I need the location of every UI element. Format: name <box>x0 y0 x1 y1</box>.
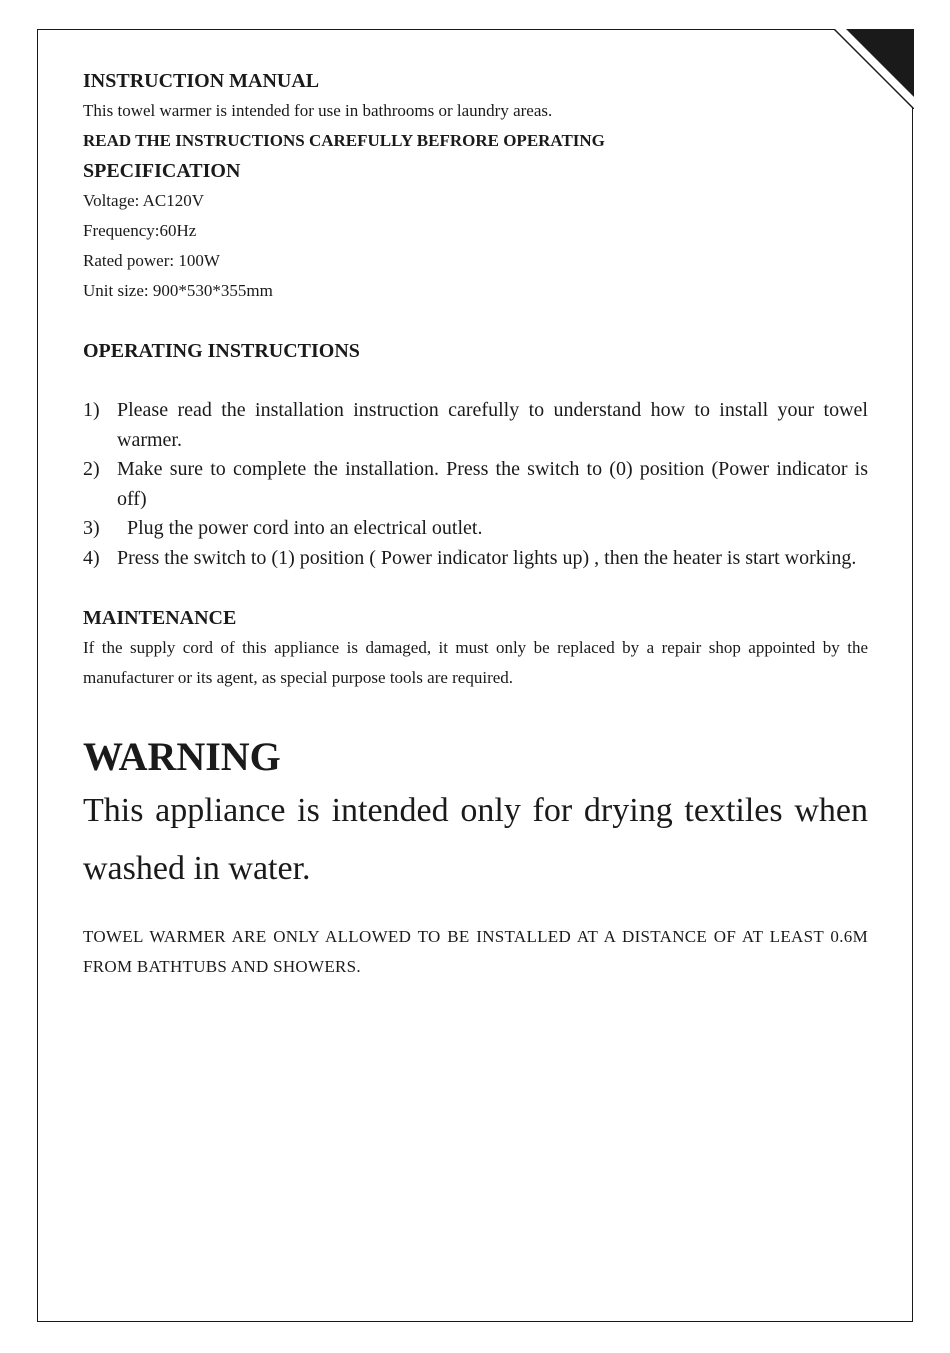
manual-content <box>83 66 868 982</box>
warning-heading: WARNING <box>83 734 281 779</box>
maintenance-text: If the supply cord of this appliance is damaged, it must only be replaced by a repair shop appointed by the manufacturer or its agent, as special purpose tools are required. <box>83 638 868 687</box>
list-item <box>83 544 868 574</box>
spec-power: Rated power: 100W <box>83 251 220 270</box>
list-item-text: Make sure to complete the installation. Press the switch to (0) position (Power indicator is off) <box>117 458 868 510</box>
spec-voltage: Voltage: AC120V <box>83 191 205 210</box>
warning-text: This appliance is intended only for drying textiles when washed in water. <box>83 792 868 887</box>
operating-list <box>83 396 868 573</box>
read-notice: READ THE INSTRUCTIONS CAREFULLY BEFRORE OPERATING <box>83 131 605 150</box>
list-item-number: 2) <box>83 458 100 480</box>
installation-distance-note: TOWEL WARMER ARE ONLY ALLOWED TO BE INSTALLED AT A DISTANCE OF AT LEAST 0.6M FROM BATHTUBS AND SHOWERS. <box>83 927 868 976</box>
list-item-text: Please read the installation instruction carefully to understand how to install your towel warmer. <box>117 399 868 451</box>
manual-title: INSTRUCTION MANUAL <box>83 70 320 92</box>
list-item-number: 4) <box>83 546 100 569</box>
list-item-number: 3) <box>83 517 100 539</box>
list-item-text: Press the switch to (1) position ( Power indicator lights up) , then the heater is start working. <box>117 546 857 569</box>
list-item <box>83 396 868 455</box>
list-item <box>83 514 868 544</box>
spec-frequency: Frequency:60Hz <box>83 221 197 240</box>
specification-heading: SPECIFICATION <box>83 160 241 182</box>
specification-list <box>83 186 868 306</box>
intro-text: This towel warmer is intended for use in bathrooms or laundry areas. <box>83 101 553 120</box>
spec-unit-size: Unit size: 900*530*355mm <box>83 281 273 300</box>
list-item-number: 1) <box>83 399 100 421</box>
operating-heading: OPERATING INSTRUCTIONS <box>83 340 360 362</box>
list-item <box>83 455 868 514</box>
list-item-text: Plug the power cord into an electrical outlet. <box>117 517 483 539</box>
maintenance-heading: MAINTENANCE <box>83 607 237 629</box>
